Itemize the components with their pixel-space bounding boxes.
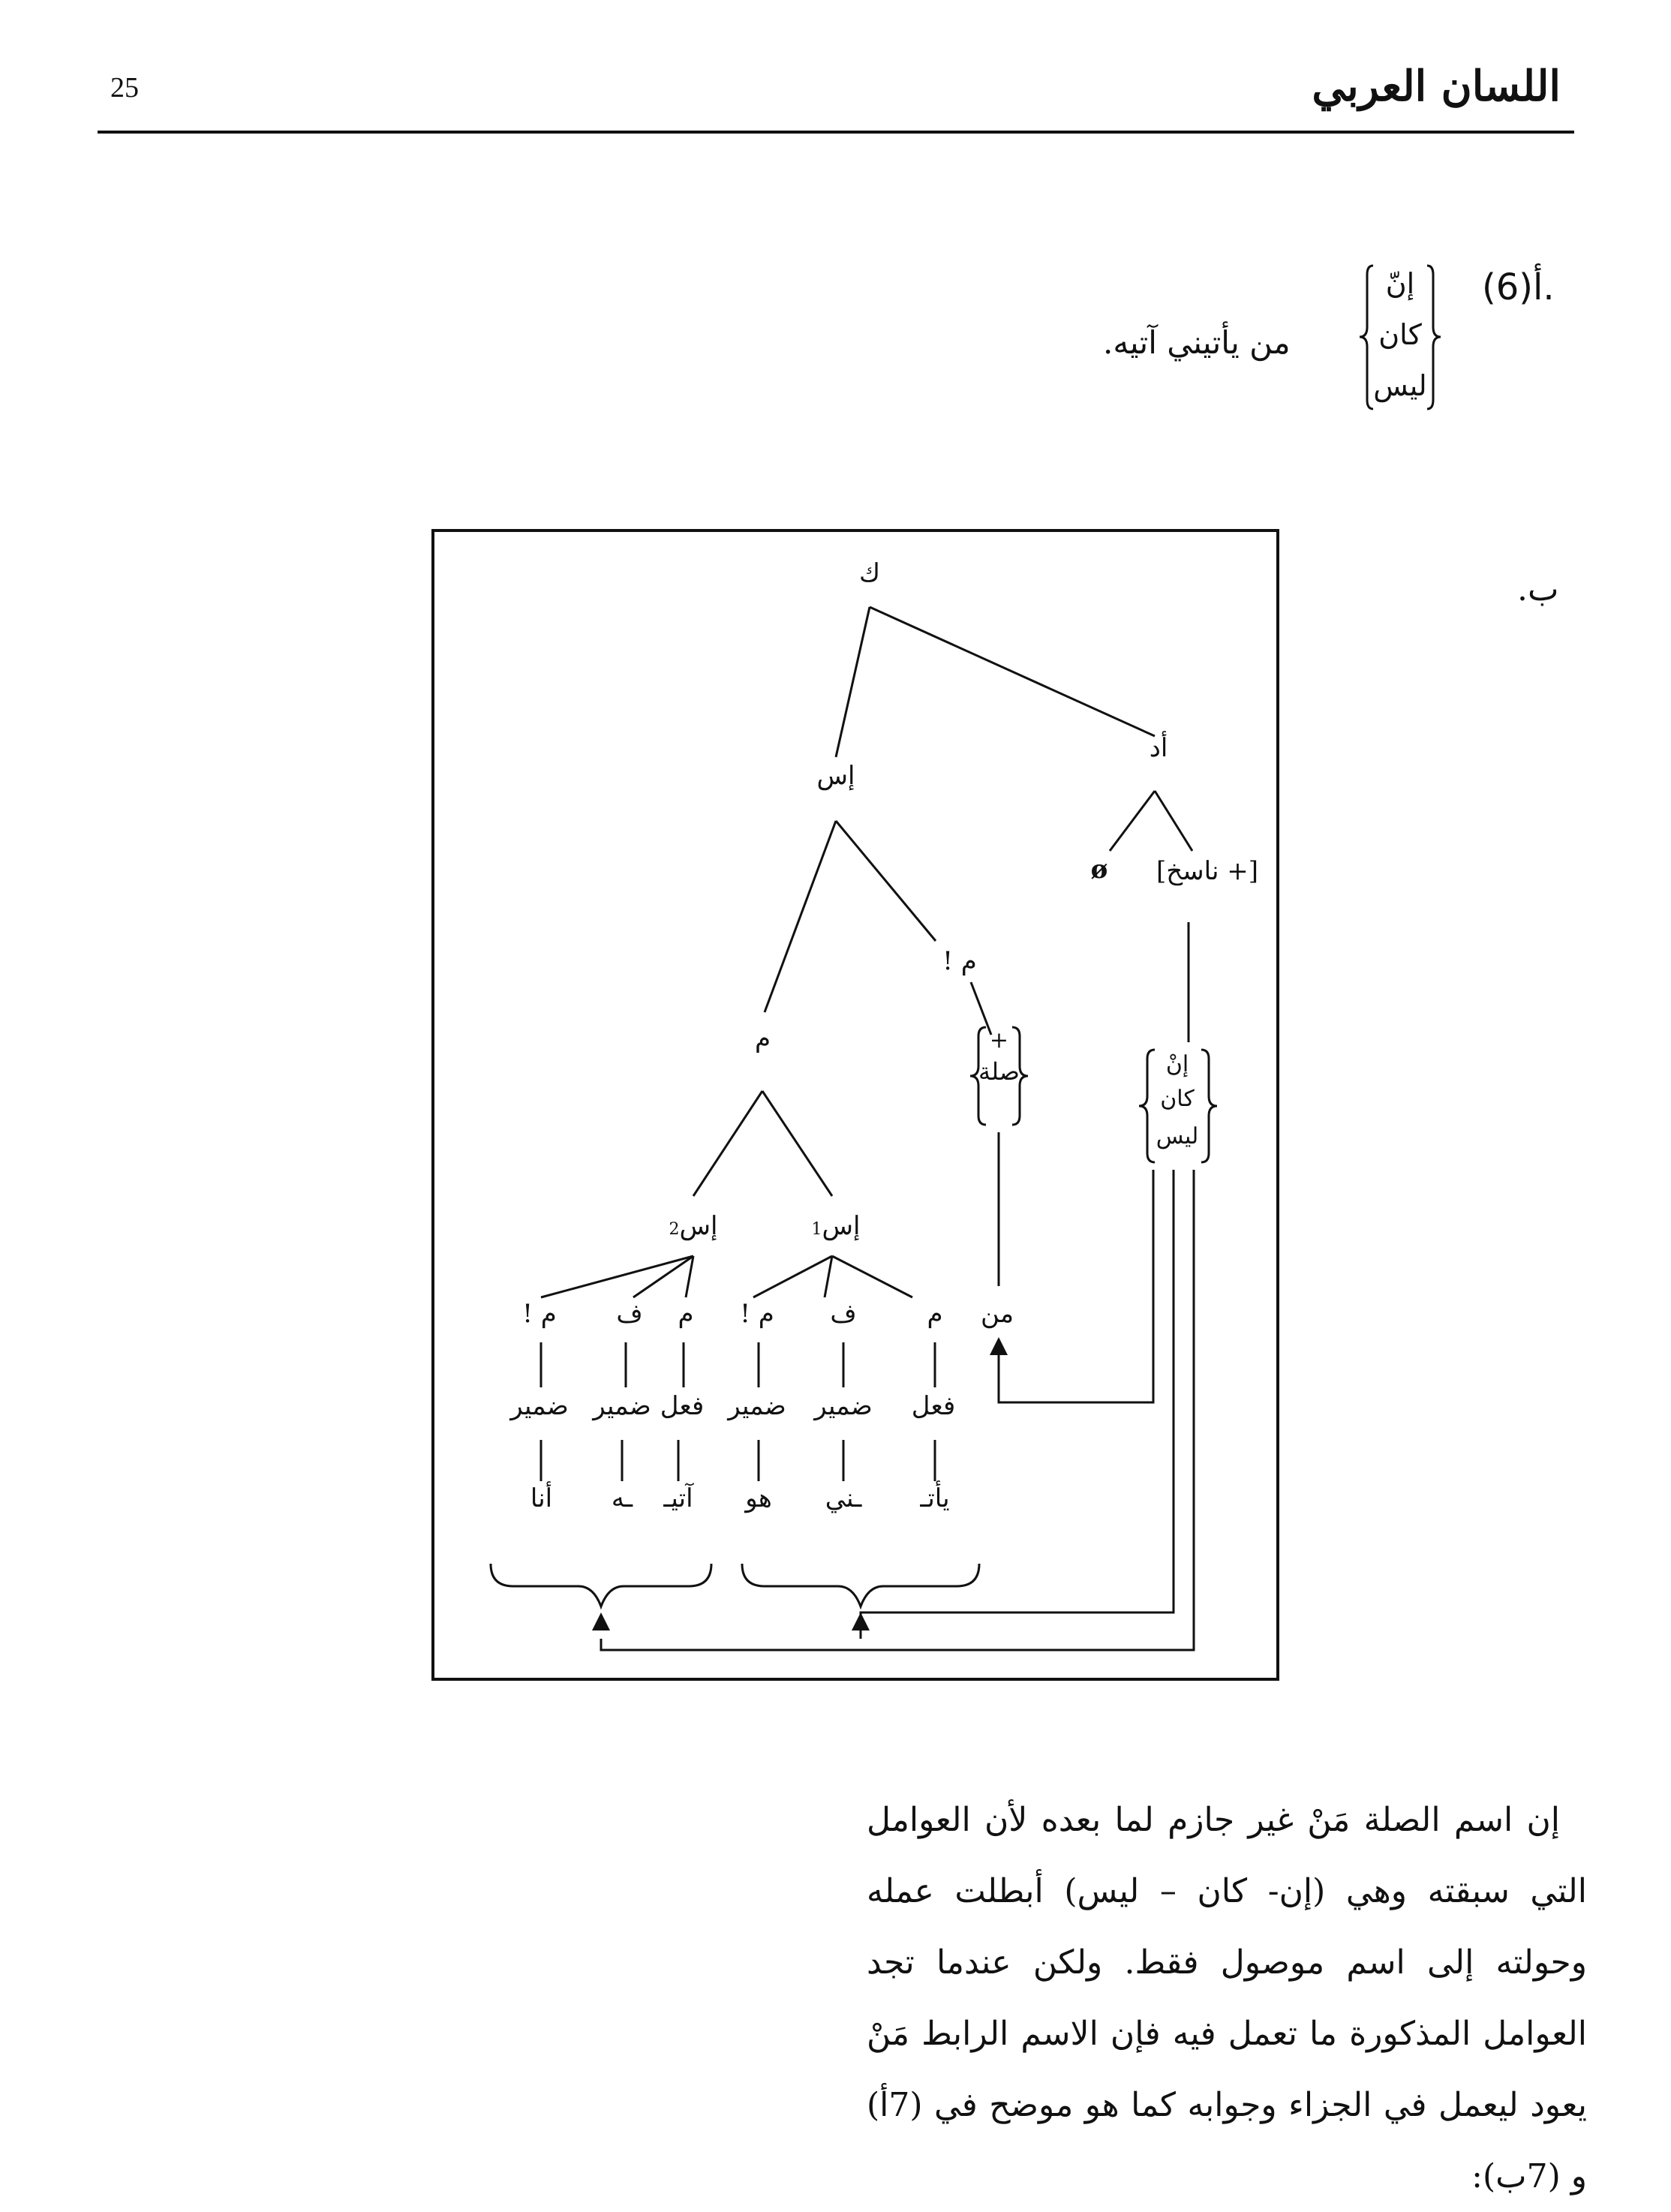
nasikh-option-laysa: ليس — [1156, 1123, 1199, 1150]
node-tool: أد — [1149, 733, 1168, 763]
option-kana: كان — [1378, 318, 1422, 351]
option-laysa: ليس — [1373, 369, 1427, 402]
s1-child-f: ف — [830, 1299, 857, 1329]
nasikh-option-in: إنْ — [1165, 1051, 1189, 1077]
s2-category-pronoun-2: ضمير — [510, 1391, 569, 1421]
s1-category-pronoun-2: ضمير — [728, 1391, 786, 1421]
s1-child-m: م — [927, 1299, 943, 1329]
page-number: 25 — [110, 72, 139, 104]
s2-word-suffix: ـه — [611, 1483, 633, 1513]
example-6a-options — [1366, 264, 1435, 410]
nasikh-option-kana: كان — [1160, 1086, 1195, 1112]
s1-category-verb: فعل — [911, 1391, 956, 1421]
node-relative-plus: + — [989, 1027, 1009, 1053]
tree-diagram-frame — [431, 529, 1279, 1681]
node-m-bang: م ! — [942, 946, 977, 976]
option-inna: إنّ — [1385, 267, 1415, 300]
s2-word-pronoun: أنا — [530, 1483, 553, 1513]
journal-logo: اللسان العربي — [1312, 62, 1561, 111]
s1-word-pronoun: هو — [745, 1483, 772, 1513]
s2-child-m-bang: م ! — [522, 1299, 557, 1329]
header-rule — [98, 131, 1574, 134]
s1-word-suffix: ـني — [825, 1483, 862, 1513]
s2-child-f: ف — [616, 1299, 643, 1329]
node-nasikh-feature: [+ ناسخ] — [1156, 856, 1259, 886]
example-6a-label: (6)أ. — [1482, 266, 1555, 308]
body-paragraph: إن اسم الصلة مَنْ غير جازم لما بعده لأن العوامل التي سبقته وهي (إن- كان – ليس) أبطلت عمله وحولته إلى اسم موصول فقط. ولكن عندما تجد العوامل المذكورة ما تعمل فيه فإن الاسم الرابط مَنْ يعود ليعمل في الجزاء وجوابه كما هو موضح في (7أ) و (7ب): — [867, 1801, 1587, 2195]
example-6b-label: ب. — [1517, 570, 1559, 609]
s1-category-pronoun: ضمير — [814, 1391, 873, 1421]
node-sentence: إس — [816, 761, 855, 791]
s1-child-m-bang: م ! — [740, 1299, 774, 1329]
node-man: من — [980, 1299, 1014, 1329]
s2-word-verb: آتيـ — [663, 1483, 693, 1513]
node-null: ø — [1090, 855, 1108, 885]
s2-child-m: م — [678, 1299, 694, 1329]
node-s1: إس1 — [811, 1211, 861, 1241]
s1-word-verb: يأتـ — [920, 1483, 950, 1513]
s2-category-pronoun: ضمير — [593, 1391, 651, 1421]
node-s2: إس2 — [669, 1211, 718, 1241]
node-relative-label: صلة — [978, 1057, 1020, 1086]
example-6a-sentence: من يأتيني آتيه. — [1103, 324, 1291, 361]
node-root: ك — [858, 558, 881, 588]
node-m: م — [754, 1023, 771, 1053]
s2-category-verb: فعل — [660, 1391, 705, 1421]
